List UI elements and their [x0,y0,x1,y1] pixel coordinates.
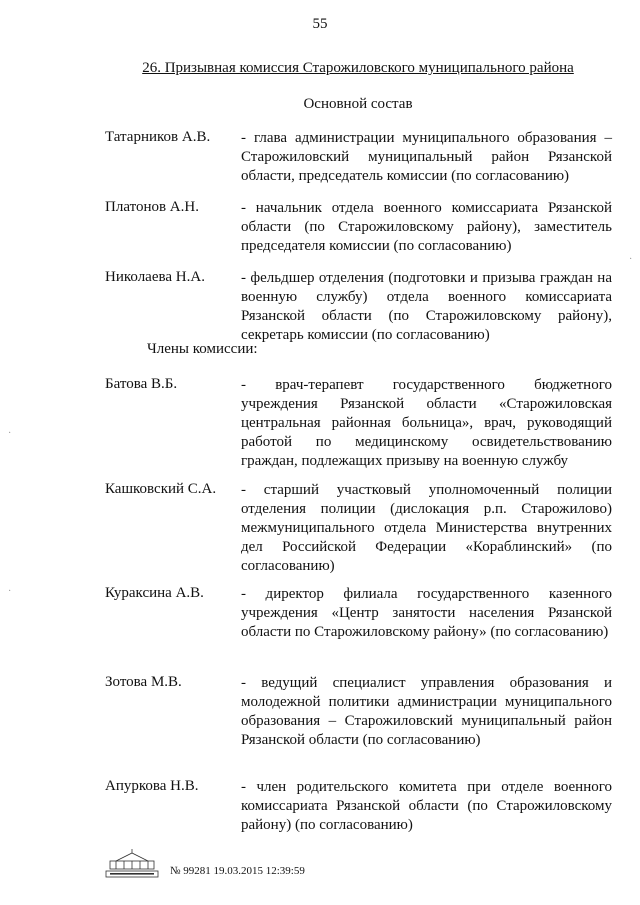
member-description: - фельдшер отделения (подготовки и призыва граждан на военную службу) отдела военного комиссариата Рязанской области (по Старожиловскому району), секретарь комиссии (по согласованию) [241,270,612,343]
page-number: 55 [312,16,328,32]
member-name: Зотова М.В. [105,674,182,690]
member-description: - начальник отдела военного комиссариата Рязанской области (по Старожиловскому району), заместитель председателя комиссии (по согласованию) [241,200,612,254]
member-name: Батова В.Б. [105,376,178,392]
margin-mark: · [8,586,12,597]
document-registration-stamp: № 99281 19.03.2015 12:39:59 [170,865,305,877]
member-name: Кашковский С.А. [105,481,217,497]
members-heading: Члены комиссии: [147,341,258,357]
margin-mark: · [8,428,12,439]
member-description: - врач-терапевт государственного бюджетного учреждения Рязанской области «Старожиловская центральная районная больница», врач, руководящий работой по медицинскому освидетельствованию граждан, подлежащих призыву на военную службу [241,377,612,469]
registry-seal-icon [104,847,160,879]
member-name: Николаева Н.А. [105,269,205,285]
member-description: - старший участковый уполномоченный полиции отделения полиции (дислокация р.п. Старожилово) межмуниципального отдела Министерства внутренних дел Российской Федерации «Кораблинский» (по согласованию) [241,482,612,574]
member-description: - член родительского комитета при отделе военного комиссариата Рязанской области (по Старожиловскому району) (по согласованию) [241,779,612,833]
member-description: - ведущий специалист управления образования и молодежной политики администрации муниципального образования – Старожиловский муниципальный район Рязанской области (по согласованию) [241,675,612,748]
main-composition-subtitle: Основной состав [303,96,413,112]
member-description: - директор филиала государственного казенного учреждения «Центр занятости населения Рязанской области по Старожиловскому району» (по согласованию) [241,586,612,640]
margin-mark: · [629,254,633,265]
member-name: Кураксина А.В. [105,585,204,601]
member-name: Татарников А.В. [105,129,211,145]
member-name: Апуркова Н.В. [105,778,199,794]
member-description: - глава администрации муниципального образования – Старожиловский муниципальный район Рязанской области, председатель комиссии (по согласованию) [241,130,612,184]
member-name: Платонов А.Н. [105,199,199,215]
commission-title: 26. Призывная комиссия Старожиловского муниципального района [142,60,574,76]
